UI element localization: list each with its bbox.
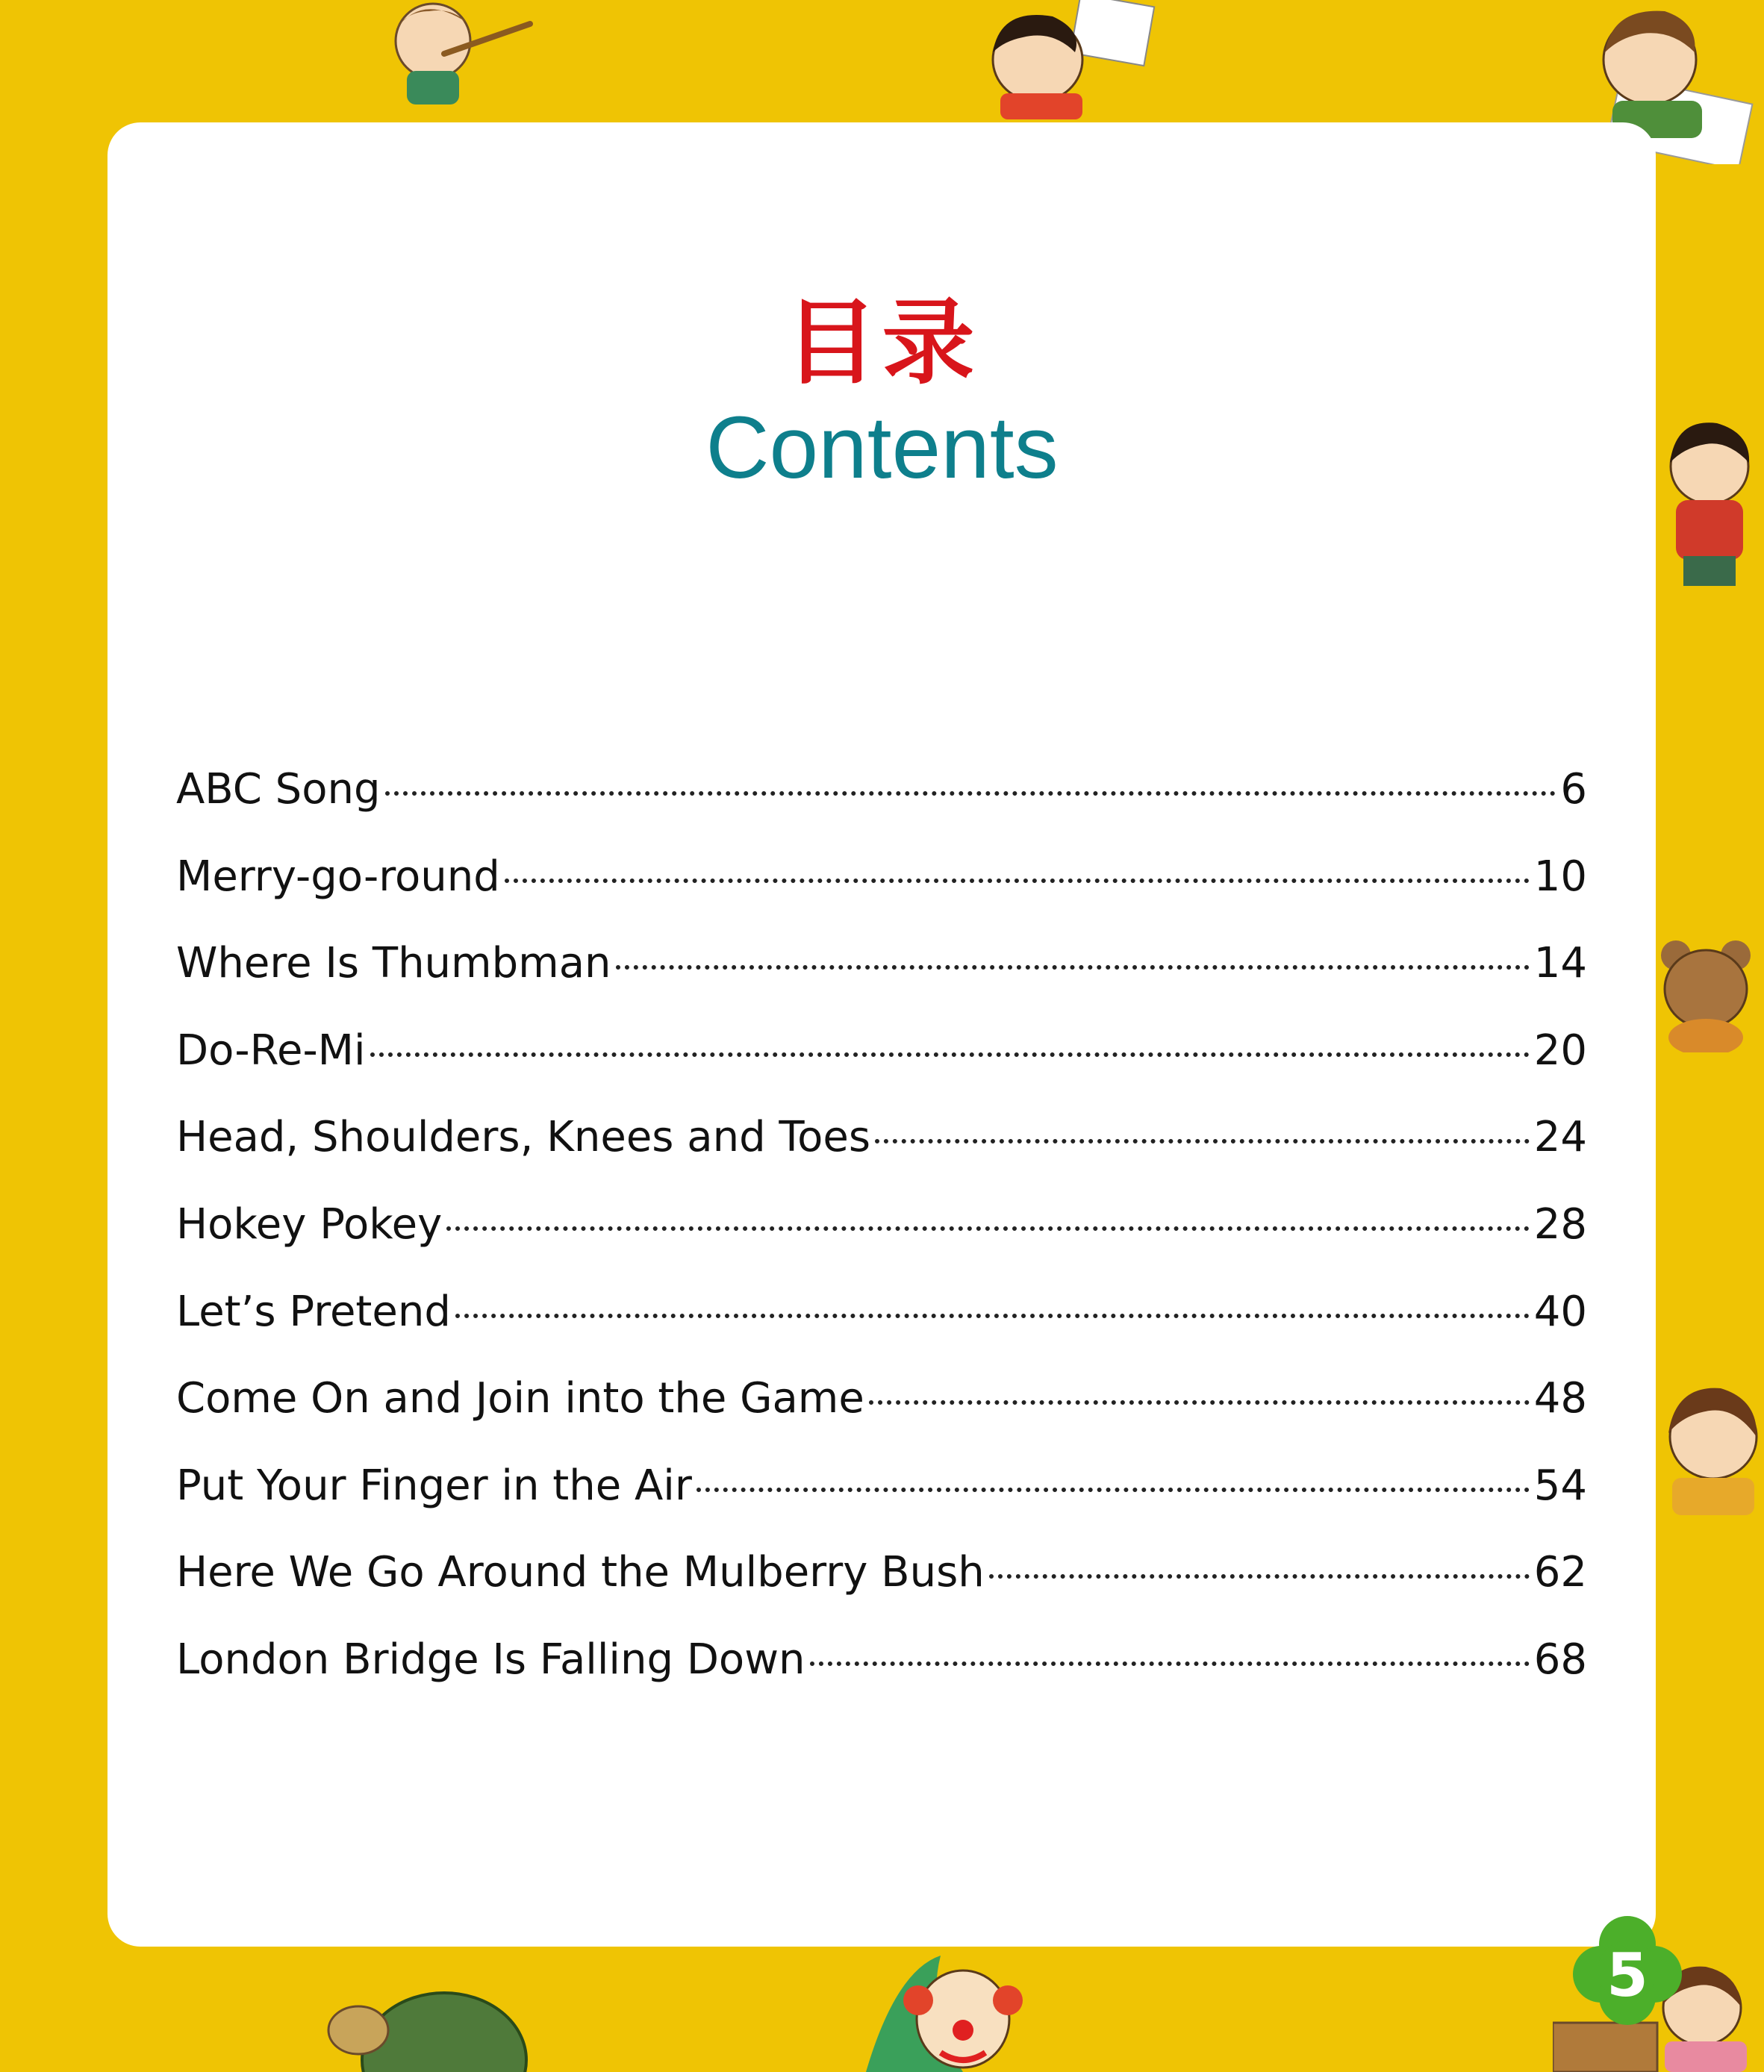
clown-icon (836, 1941, 1053, 2072)
toc-entry[interactable] (176, 1269, 1587, 1356)
toc-entry[interactable] (176, 1443, 1587, 1530)
toc-entry-title: Head, Shoulders, Knees and Toes (176, 1113, 871, 1162)
toc-entry-page: 68 (1533, 1635, 1587, 1684)
toc-entry[interactable] (176, 920, 1587, 1008)
toc-entry-title: Hokey Pokey (176, 1199, 443, 1249)
dot-leader (696, 1488, 1530, 1492)
page-title-chinese: 目录 (785, 290, 979, 397)
toc-entry-page: 48 (1533, 1374, 1587, 1423)
toc-entry[interactable] (176, 1008, 1587, 1095)
toc-entry-page: 40 (1533, 1287, 1587, 1336)
toc-entry-title: ABC Song (176, 765, 381, 814)
toc-entry-page: 28 (1533, 1199, 1587, 1249)
boy-drawing-icon (970, 0, 1157, 119)
toc-entry-title: Here We Go Around the Mulberry Bush (176, 1548, 985, 1597)
toc-entry-title: Come On and Join into the Game (176, 1374, 864, 1423)
page-title: Contents (705, 399, 1059, 497)
toc-entry[interactable] (176, 1529, 1587, 1617)
toc-entry-page: 62 (1533, 1548, 1587, 1597)
toc-entry-title: Do-Re-Mi (176, 1026, 366, 1075)
toc-entry-title: Let’s Pretend (176, 1287, 451, 1336)
page-number: 5 (1606, 1941, 1648, 2010)
girl-smiling-icon (1639, 1373, 1764, 1515)
bear-icon (1654, 933, 1764, 1052)
dot-leader (370, 1052, 1530, 1057)
toc-entry-title: Where Is Thumbman (176, 939, 611, 988)
toc-entry-page: 24 (1533, 1113, 1587, 1162)
dot-leader (875, 1139, 1530, 1143)
turtle-icon (321, 1978, 545, 2072)
toc-entry[interactable] (176, 1182, 1587, 1269)
toc-entry-title: London Bridge Is Falling Down (176, 1635, 805, 1684)
dot-leader (455, 1314, 1530, 1318)
table-of-contents (176, 746, 1587, 1704)
toc-entry[interactable] (176, 746, 1587, 834)
dot-leader (385, 791, 1556, 796)
toc-entry-page: 14 (1533, 939, 1587, 988)
dot-leader (869, 1400, 1530, 1405)
dot-leader (616, 965, 1530, 970)
toc-entry-page: 20 (1533, 1026, 1587, 1075)
toc-entry-page: 54 (1533, 1461, 1587, 1510)
dot-leader (989, 1574, 1530, 1579)
toc-entry-title: Merry-go-round (176, 852, 500, 901)
toc-entry[interactable] (176, 1094, 1587, 1182)
toc-entry[interactable] (176, 1355, 1587, 1443)
dot-leader (505, 879, 1530, 883)
toc-entry-page: 6 (1560, 765, 1587, 814)
toc-entry-title: Put Your Finger in the Air (176, 1461, 692, 1510)
toc-entry[interactable] (176, 1617, 1587, 1704)
boy-with-flute-icon (377, 0, 541, 104)
toc-entry[interactable] (176, 834, 1587, 921)
dot-leader (446, 1226, 1529, 1231)
dot-leader (810, 1661, 1530, 1666)
toc-entry-page: 10 (1533, 852, 1587, 901)
